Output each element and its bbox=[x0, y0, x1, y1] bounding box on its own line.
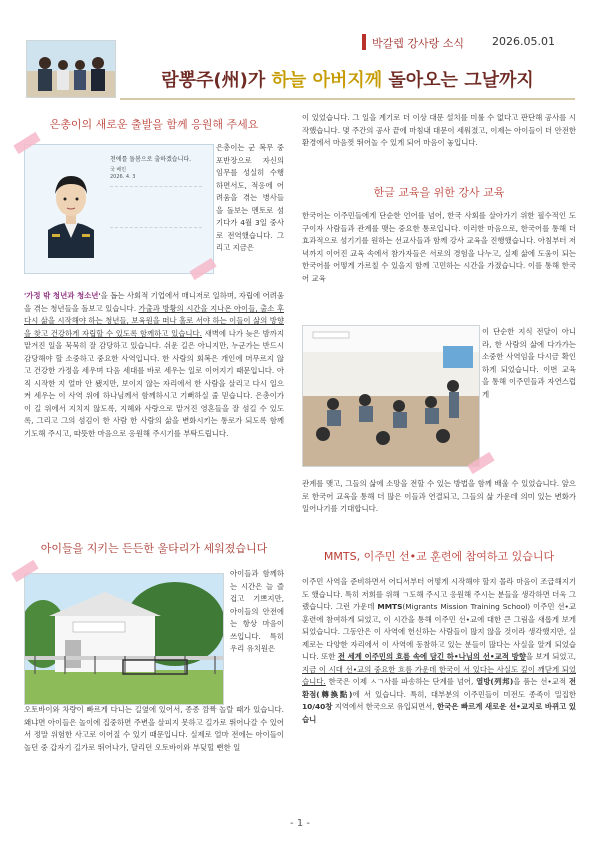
header-accent-bar bbox=[362, 34, 366, 50]
section1-body bbox=[24, 290, 284, 514]
section4-text-d: 한국은 이제 ㅅㄱ사를 파송하는 단계를 넘어, bbox=[325, 677, 477, 686]
card-scribble bbox=[110, 186, 202, 228]
main-title bbox=[120, 66, 575, 100]
main-title-suffix: 돌아오는 그날까지 bbox=[382, 70, 534, 91]
section2-title: 아이들을 지키는 든든한 울타리가 세워졌습니다 bbox=[40, 542, 268, 555]
section4-mmts: MMTS bbox=[377, 602, 403, 611]
illustration-card-text bbox=[110, 156, 202, 228]
section4-text-f: 에 서 있습니다. 특히, 대부분의 이주민들이 미전도 종족이 밀집한 bbox=[352, 689, 576, 699]
page-number: - 1 - bbox=[290, 818, 310, 829]
main-title-prefix: 람뽕주(州)가 bbox=[161, 70, 272, 91]
section3-after: 관계를 맺고, 그들의 삶에 소망을 전할 수 있는 방법을 함께 배울 수 있었습니다. 앞으로 한국어 교육을 통해 더 많은 이들과 연결되고, 그들의 삶 가운데 의미 있는 변화가 일어나기를 기대합니다. bbox=[302, 479, 576, 513]
section4-body bbox=[302, 576, 576, 806]
section4-text-a: 이주민 사역을 준비하면서 어디서부터 어떻게 시작해야 할지 몰라 마음이 조급해지기도 했습니다. 특히 저희를 위해 ㄱ도해 주시고 응원해 주시는 분들을 생각하면 더욱 그랬습니다. 그런 가운데 bbox=[302, 577, 576, 611]
section3-body: 한국어는 이주민들에게 단순한 언어를 넘어, 한국 사회를 살아가기 위한 필수적인 도구이자 사람들과 관계를 맺는 중요한 통로입니다. 이러한 마음으로, 한국어를 통해 더 효과적으로 섬기기를 원하는 선교사들과 함께 강사 교육을 진행했습니다. 아침부터 저녁까지 이어진 교육 속에서 참가자들은 서로의 경험을 나누고, 실제 삶에 도움이 되는 한국어를 어떻게 가르칠 수 있을지 함께 고민하는 시간을 가졌습니다. 이를 통해 한국어 교육 bbox=[302, 211, 576, 283]
card-line-2: 국 배민 bbox=[110, 166, 127, 173]
newsletter-name: 박갈렙 강사랑 소식 bbox=[372, 37, 465, 50]
section4-underline-1: 전 세계 이주민의 흐름 속에 담긴 하•나님의 선•교적 방향 bbox=[337, 652, 526, 661]
section4-bold-2: 전환점(轉換點) bbox=[302, 677, 576, 699]
section4-text-g: 지역에서 한국으로 유입되면서, bbox=[332, 702, 438, 711]
section1-quote: '가정 밖 청년과 청소년' bbox=[24, 291, 101, 300]
kindergarten-photo bbox=[24, 573, 224, 705]
section1-text-a: 을 돕는 사회적 기업에서 매니저로 일하며, 자립에 어려움을 겪는 청년들을 돌보고 있습니다. bbox=[24, 291, 284, 313]
section4-bold-3: 10/40창 bbox=[302, 702, 333, 711]
card-line-3: 2026. 4. 3 bbox=[110, 174, 136, 180]
section2-body: 오토바이와 차량이 빠르게 다니는 길옆에 있어서, 종종 깜짝 놀랄 때가 있습니다. 왜냐면 아이들은 놀이에 집중하면 주변을 살피지 못하고 길가로 뛰어나갈 수 있어서 정말 위험한 사고로 이어질 수 있기 때문입니다. 실제로 얼마 전에는 아이들이 놀던 중 갑자기 길가로 뛰어나가, 달리던 오토바이와 부딪힐 뻔한 일 bbox=[24, 705, 284, 752]
section4-text-e: 을 품는 선•교적 bbox=[513, 677, 569, 686]
section2-side-text: 아이들과 함께하는 시간은 늘 즐겁고 기쁘지만, 아이들의 안전에는 항상 마음이 쓰입니다. 특히 우리 유치원은 bbox=[230, 569, 284, 653]
section1-side-text: 은총이는 군 복무 중 포반장으로 자신의 임무를 성실히 수행하면서도, 적응에 어려움을 겪는 병사들을 돌보는 멘토로 섬기다가 4월 3일 중사로 전역했습니다. 그리고 지금은 bbox=[216, 143, 284, 252]
section1-underlined: 가출과 방황의 시간을 지나온 아이들, 출소 후 다시 삶을 시작해야 하는 청년들, 보육원을 떠나 홀로 서야 하는 이들이 삶의 방향을 찾고 건강하게 자립할 수 있도록 함께하고 있습니다. bbox=[24, 303, 284, 338]
section4-bold-1: 열방(列邦) bbox=[476, 677, 514, 686]
section1-title: 은총이의 새로운 출발을 함께 응원해 주세요 bbox=[49, 118, 259, 131]
section4-title: MMTS, 이주민 선•교 훈련에 참여하고 있습니다 bbox=[323, 550, 555, 563]
section4-text-c: 을 보게 되었고, bbox=[525, 652, 576, 661]
section2-continued: 이 있었습니다. 그 일을 계기로 더 이상 대문 설치를 미룰 수 없다고 판단해 공사를 시작했습니다. 몇 주간의 공사 끝에 마침내 대문이 세워졌고, 이제는 아이들이 더 안전한 환경에서 마음껏 뛰어놀 수 있게 되어 마음이 놓입니다. bbox=[302, 113, 576, 147]
soldier-illustration bbox=[40, 160, 102, 258]
main-title-highlight: 하늘 아버지께 bbox=[271, 70, 383, 91]
card-line-1: 천에를 돌봄으로 출하겠습니다. bbox=[110, 156, 192, 163]
newsletter-date: 2026.05.01 bbox=[492, 35, 555, 48]
section3-side-text: 이 단순한 지식 전달이 아니라, 한 사람의 삶에 다가가는 소중한 사역임을 다시금 확인하게 되었습니다. 이번 교육을 통해 이주민들과 자연스럽게 bbox=[482, 327, 576, 399]
section4-bold-4: 한국은 빠르게 새로운 선•교지로 바뀌고 있습니 bbox=[302, 702, 576, 724]
classroom-photo bbox=[302, 325, 480, 467]
section1-text-b: 새벽에 나가 늦은 밤까지 맡겨진 일을 묵묵히 잘 감당하고 있습니다. 쉬운 길은 아니지만, 누군가는 반드시 감당해야 할 소중하고 중요한 사역입니다. 한 사람의 회복은 개인에 머무르지 않고 건강한 가정을 세우며 다음 세대를 바로 세우는 일로 이어지기 때문입니다. 아직 시작한 지 얼마 안 됐지만, 보이지 않는 자리에서 한 사람을 살리고 다시 일으켜 세우는 이 사역 위에 하나님께서 함께하시고 기뻐하실 줄 믿습니다. 은총이가 이 길 위에서 지치지 않도록, 지혜와 사랑으로 맡겨진 영혼들을 잘 섬길 수 있도록, 그리고 그의 섬김이 한 사람 한 사람의 삶을 변화시키는 통로가 되도록 함께 기도해 주시고, 따뜻한 마음으로 응원해 주시기를 부탁드립니다. bbox=[24, 328, 284, 438]
section4-underline-2: 지금 이 시대 선•교의 중요한 흐름 가운데 한국이 서 있다는 사실도 깊이 깨닫게 되었습니다. bbox=[302, 664, 576, 686]
family-photo bbox=[26, 40, 116, 98]
section4-text-b: (Migrants Mission Training School) 이주민 선•교 훈련에 참여하게 되었고, 이 시간을 통해 이주민 선•교에 대한 큰 그림을 새롭게 보게 되었습니다. 그동안은 이 사역에 헌신하는 사람들이 많지 않을 것이라 생각했지만, 실제로는 다양한 자리에서 이 사역에 동참하고 있는 분들이 많다는 사실을 알게 되었습니다. 또한 bbox=[302, 602, 576, 661]
section3-title: 한글 교육을 위한 강사 교육 bbox=[373, 186, 505, 199]
